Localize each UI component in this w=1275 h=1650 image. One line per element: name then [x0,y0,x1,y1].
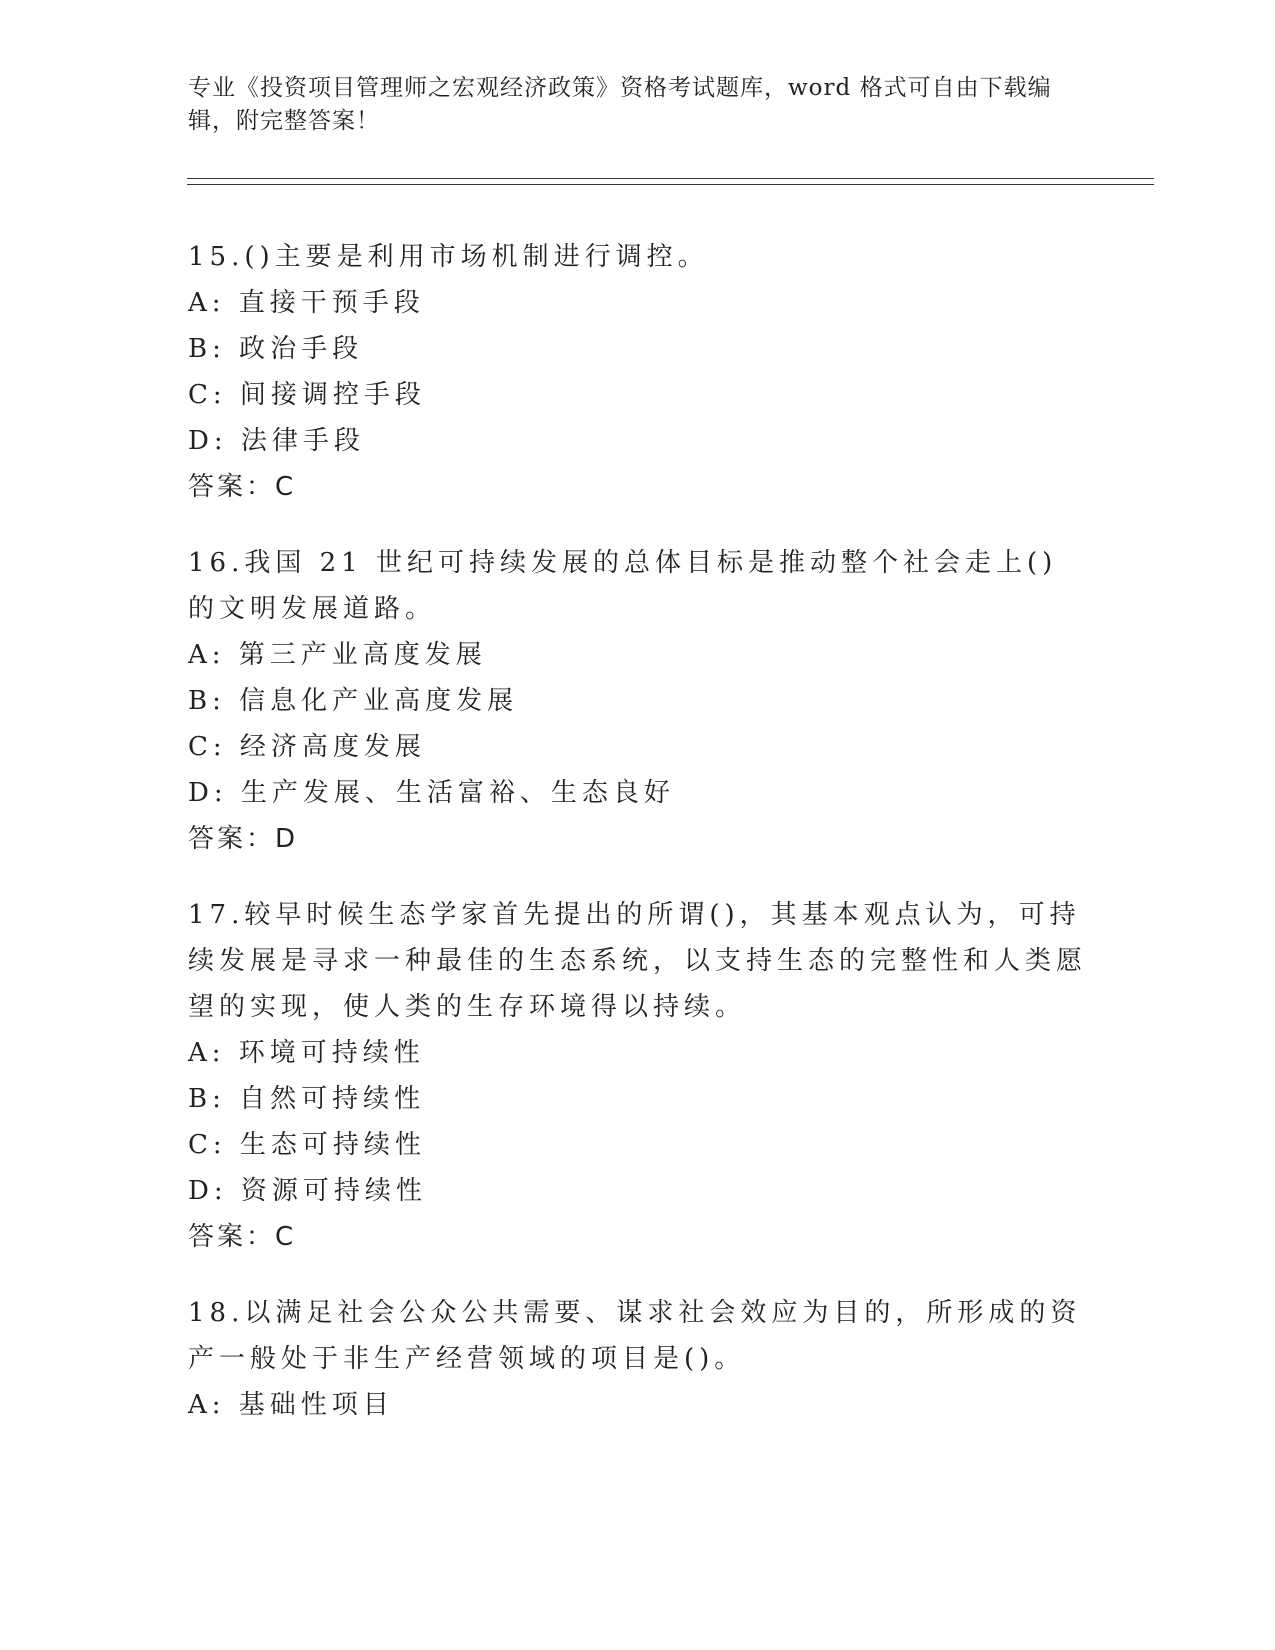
question-16 [188,540,1088,862]
question-17 [188,892,1088,1260]
option-d: D: 资源可持续性 [188,1176,427,1206]
option-a: A: 第三产业高度发展 [188,640,487,670]
option-b: B: 自然可持续性 [188,1084,426,1114]
answer: 答案：C [188,472,297,502]
question-stem: 18.以满足社会公众公共需要、谋求社会效应为目的，所形成的资产一般处于非生产经营领域的项目是()。 [188,1298,1082,1374]
question-stem: 17.较早时候生态学家首先提出的所谓()，其基本观点认为，可持续发展是寻求一种最佳的生态系统，以支持生态的完整性和人类愿望的实现，使人类的生存环境得以持续。 [188,900,1088,1022]
question-15 [188,234,1088,510]
option-d: D: 法律手段 [188,426,365,456]
answer: 答案：C [188,1222,297,1252]
document-header: 专业《投资项目管理师之宏观经济政策》资格考试题库，word 格式可自由下载编辑，附完整答案！ [188,75,1052,134]
option-c: C: 经济高度发展 [188,732,426,762]
question-list [188,234,1088,1458]
question-stem: 16.我国 21 世纪可持续发展的总体目标是推动整个社会走上()的文明发展道路。 [188,548,1058,624]
option-a: A: 基础性项目 [188,1390,394,1420]
option-d: D: 生产发展、生活富裕、生态良好 [188,778,675,808]
option-b: B: 政治手段 [188,334,364,364]
option-b: B: 信息化产业高度发展 [188,686,519,716]
option-a: A: 直接干预手段 [188,288,425,318]
header-divider-top [187,178,1154,179]
header-divider-bottom [187,184,1154,185]
question-stem: 15.()主要是利用市场机制进行调控。 [188,242,709,272]
option-c: C: 间接调控手段 [188,380,426,410]
option-a: A: 环境可持续性 [188,1038,425,1068]
question-18 [188,1290,1088,1428]
answer: 答案：D [188,824,299,854]
option-c: C: 生态可持续性 [188,1130,426,1160]
